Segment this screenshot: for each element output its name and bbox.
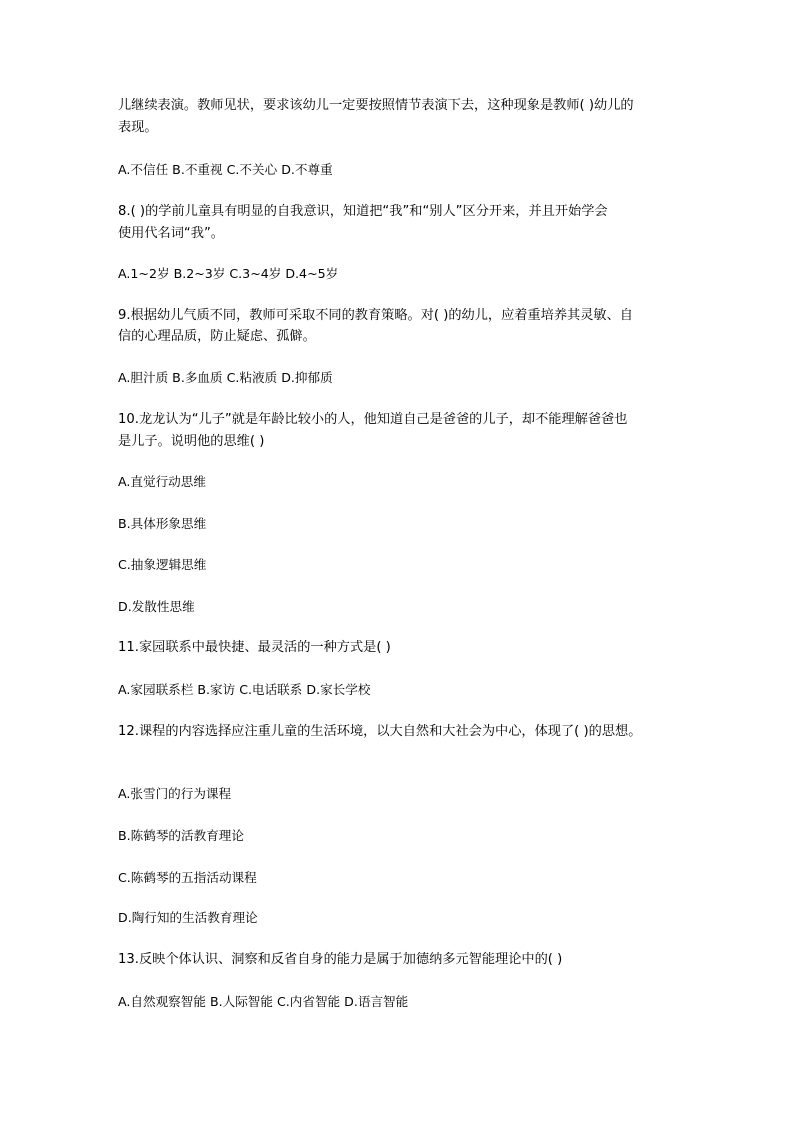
q7-options: A.不信任 B.不重视 C.不关心 D.不尊重	[118, 162, 333, 177]
q11-stem: 11.家园联系中最快捷、最灵活的一种方式是( )	[118, 640, 391, 655]
q10-option-d: D.发散性思维	[118, 599, 195, 614]
q12-option-a: A.张雪门的行为课程	[118, 786, 232, 801]
q11-options: A.家园联系栏 B.家访 C.电话联系 D.家长学校	[118, 682, 371, 697]
q12-option-b: B.陈鹤琴的活教育理论	[118, 828, 244, 843]
q10-option-b: B.具体形象思维	[118, 516, 207, 531]
q12-option-c: C.陈鹤琴的五指活动课程	[118, 870, 257, 885]
q10-stem-line2: 是儿子。说明他的思维( )	[118, 434, 265, 449]
q7-stem-line1: 儿继续表演。教师见状，要求该幼儿一定要按照情节表演下去，这种现象是教师( )幼儿的	[118, 98, 634, 113]
q10-stem-line1: 10.龙龙认为“儿子”就是年龄比较小的人，他知道自己是爸爸的儿子，却不能理解爸爸也	[118, 412, 628, 427]
q9-stem-line1: 9.根据幼儿气质不同，教师可采取不同的教育策略。对( )的幼儿，应着重培养其灵敏、自	[118, 308, 633, 323]
q8-stem-line1: 8.( )的学前儿童具有明显的自我意识，知道把“我”和“别人”区分开来，并且开始学会	[118, 204, 608, 219]
q8-options: A.1~2岁 B.2~3岁 C.3~4岁 D.4~5岁	[118, 266, 339, 281]
q9-options: A.胆汁质 B.多血质 C.粘液质 D.抑郁质	[118, 370, 333, 385]
q12-option-d: D.陶行知的生活教育理论	[118, 910, 258, 925]
q8-stem-line2: 使用代名词“我”。	[118, 226, 224, 241]
q12-stem: 12.课程的内容选择应注重儿童的生活环境，以大自然和大社会为中心，体现了( )的思想。	[118, 724, 642, 739]
q13-options: A.自然观察智能 B.人际智能 C.内省智能 D.语言智能	[118, 994, 409, 1009]
q7-stem-line2: 表现。	[118, 120, 158, 135]
q13-stem: 13.反映个体认识、洞察和反省自身的能力是属于加德纳多元智能理论中的( )	[118, 952, 563, 967]
q10-option-c: C.抽象逻辑思维	[118, 557, 207, 572]
q9-stem-line2: 信的心理品质，防止疑虑、孤僻。	[118, 329, 316, 344]
q10-option-a: A.直觉行动思维	[118, 474, 206, 489]
